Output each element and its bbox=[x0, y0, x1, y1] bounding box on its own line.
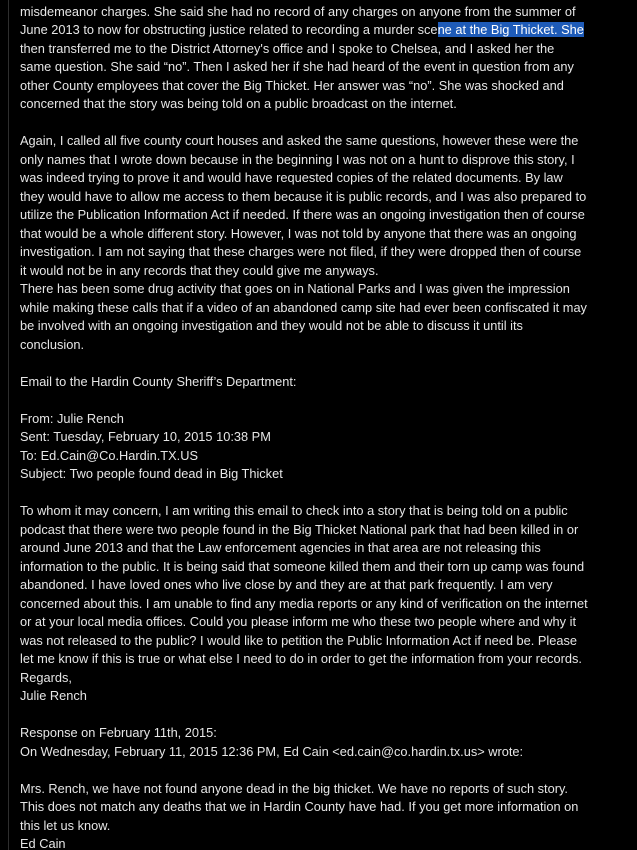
text-line bbox=[20, 835, 620, 850]
text-segment: Again, I called all five county court houses and asked the same questions, however these were the bbox=[20, 133, 579, 148]
paragraph bbox=[20, 0, 620, 114]
text-segment: was indeed trying to prove it and would have requested copies of the related documents. By law bbox=[20, 170, 563, 185]
paragraph bbox=[20, 724, 620, 761]
text-segment: To whom it may concern, I am writing this email to check into a story that is being told on a public bbox=[20, 503, 568, 518]
text-segment: information to the public. It is being said that someone killed them and their torn up camp was found bbox=[20, 558, 585, 574]
text-segment: this let us know. bbox=[20, 817, 111, 833]
text-line bbox=[20, 77, 620, 96]
text-segment: misdemeanor charges. She said she had no record of any charges on anyone from the summer of bbox=[20, 3, 576, 19]
text-line bbox=[20, 465, 620, 484]
text-line bbox=[20, 336, 620, 355]
text-segment: other County employees that cover the Big Thicket. Her answer was “no”. She was shocked and bbox=[20, 77, 564, 93]
text-segment: Mrs. Rench, we have not found anyone dead in the big thicket. We have no reports of such story. bbox=[20, 780, 568, 796]
text-segment: utilize the Publication Information Act if needed. If there was an ongoing investigation then of course bbox=[20, 207, 585, 222]
paragraph-gap bbox=[20, 484, 620, 503]
text-line bbox=[20, 428, 620, 447]
frame-border bbox=[8, 0, 9, 850]
text-segment: only names that I wrote down because in the beginning I was not on a hunt to disprove this story, I bbox=[20, 151, 575, 167]
document-body bbox=[20, 0, 620, 850]
text-segment: podcast that there were two people found in the Big Thicket National park that had been killed in or bbox=[20, 521, 579, 537]
text-line bbox=[20, 262, 620, 281]
text-line bbox=[20, 225, 620, 244]
text-line bbox=[20, 317, 620, 336]
text-line bbox=[20, 21, 620, 40]
text-line bbox=[20, 151, 620, 170]
paragraph bbox=[20, 132, 620, 354]
text-segment: Sent: Tuesday, February 10, 2015 10:38 PM bbox=[20, 429, 271, 444]
text-segment: they would have to allow me access to them because it is public records, and I was also prepared to bbox=[20, 188, 587, 204]
text-line bbox=[20, 613, 620, 632]
text-segment: or at your local media offices. Could you please inform me who these two people where and why it bbox=[20, 614, 577, 629]
text-segment: conclusion. bbox=[20, 336, 85, 352]
text-segment: concerned about this. I am unable to find any media reports or any kind of verification on the internet bbox=[20, 595, 588, 611]
paragraph bbox=[20, 373, 620, 392]
text-segment: be involved with an ongoing investigation and they would not be able to discuss it until its bbox=[20, 318, 523, 333]
selected-text: ne at the Big Thicket. She bbox=[437, 22, 584, 37]
text-line bbox=[20, 798, 620, 817]
text-segment: while making these calls that if a video of an abandoned camp site had ever been confiscated it may bbox=[20, 299, 587, 315]
text-line bbox=[20, 724, 620, 743]
text-line bbox=[20, 188, 620, 207]
text-segment: Email to the Hardin County Sheriff’s Department: bbox=[20, 373, 297, 389]
text-segment: Ed Cain bbox=[20, 836, 66, 850]
text-line bbox=[20, 669, 620, 688]
paragraph-gap bbox=[20, 761, 620, 780]
text-segment: that would be a whole different story. However, I was not told by anyone that there was an ongoing bbox=[20, 225, 577, 241]
text-segment: From: Julie Rench bbox=[20, 410, 124, 426]
text-segment: Regards, bbox=[20, 669, 72, 685]
text-line bbox=[20, 558, 620, 577]
text-line bbox=[20, 576, 620, 595]
text-line bbox=[20, 650, 620, 669]
text-line bbox=[20, 595, 620, 614]
text-segment: abandoned. I have loved ones who live close by and they are at that park frequently. I am very bbox=[20, 577, 553, 592]
text-segment: then transferred me to the District Attorney's office and I spoke to Chelsea, and I asked her the bbox=[20, 40, 555, 56]
text-line bbox=[20, 40, 620, 59]
paragraph-gap bbox=[20, 114, 620, 133]
text-line bbox=[20, 132, 620, 151]
text-segment: June 2013 to now for obstructing justice related to recording a murder sce bbox=[20, 22, 438, 37]
text-segment: let me know if this is true or what else I need to do in order to get the information from your records. bbox=[20, 651, 582, 666]
text-line bbox=[20, 280, 620, 299]
paragraph-gap bbox=[20, 391, 620, 410]
paragraph-gap bbox=[20, 706, 620, 725]
paragraph bbox=[20, 502, 620, 706]
text-line bbox=[20, 521, 620, 540]
text-line bbox=[20, 206, 620, 225]
text-line bbox=[20, 243, 620, 262]
text-line bbox=[20, 299, 620, 318]
text-line bbox=[20, 3, 620, 22]
paragraph bbox=[20, 780, 620, 850]
text-segment: around June 2013 and that the Law enforcement agencies in that area are not releasing this bbox=[20, 540, 541, 555]
paragraph bbox=[20, 410, 620, 484]
text-line bbox=[20, 780, 620, 799]
text-line bbox=[20, 817, 620, 836]
text-segment: same question. She said “no”. Then I asked her if she had heard of the event in question from any bbox=[20, 59, 574, 74]
text-segment: concerned that the story was being told on a public broadcast on the internet. bbox=[20, 96, 457, 111]
text-segment: it would not be in any records that they could give me anyways. bbox=[20, 262, 379, 278]
text-line bbox=[20, 447, 620, 466]
text-line bbox=[20, 687, 620, 706]
text-line bbox=[20, 95, 620, 114]
text-segment: investigation. I am not saying that these charges were not filed, if they were dropped then of course bbox=[20, 244, 582, 259]
text-line bbox=[20, 58, 620, 77]
text-line bbox=[20, 632, 620, 651]
text-segment: Subject: Two people found dead in Big Thicket bbox=[20, 466, 283, 481]
text-line bbox=[20, 539, 620, 558]
text-line bbox=[20, 169, 620, 188]
text-segment: To: Ed.Cain@Co.Hardin.TX.US bbox=[20, 447, 198, 463]
text-line bbox=[20, 373, 620, 392]
text-segment: There has been some drug activity that goes on in National Parks and I was given the impression bbox=[20, 281, 570, 296]
text-segment: Response on February 11th, 2015: bbox=[20, 725, 217, 740]
text-line bbox=[20, 743, 620, 762]
text-segment: On Wednesday, February 11, 2015 12:36 PM, Ed Cain <ed.cain@co.hardin.tx.us> wrote: bbox=[20, 743, 524, 759]
text-segment: This does not match any deaths that we in Hardin County have had. If you get more information on bbox=[20, 799, 579, 814]
text-segment: Julie Rench bbox=[20, 688, 87, 703]
text-segment: was not released to the public? I would like to petition the Public Information Act if need be. Please bbox=[20, 632, 578, 648]
text-line bbox=[20, 502, 620, 521]
paragraph-gap bbox=[20, 354, 620, 373]
text-line bbox=[20, 410, 620, 429]
